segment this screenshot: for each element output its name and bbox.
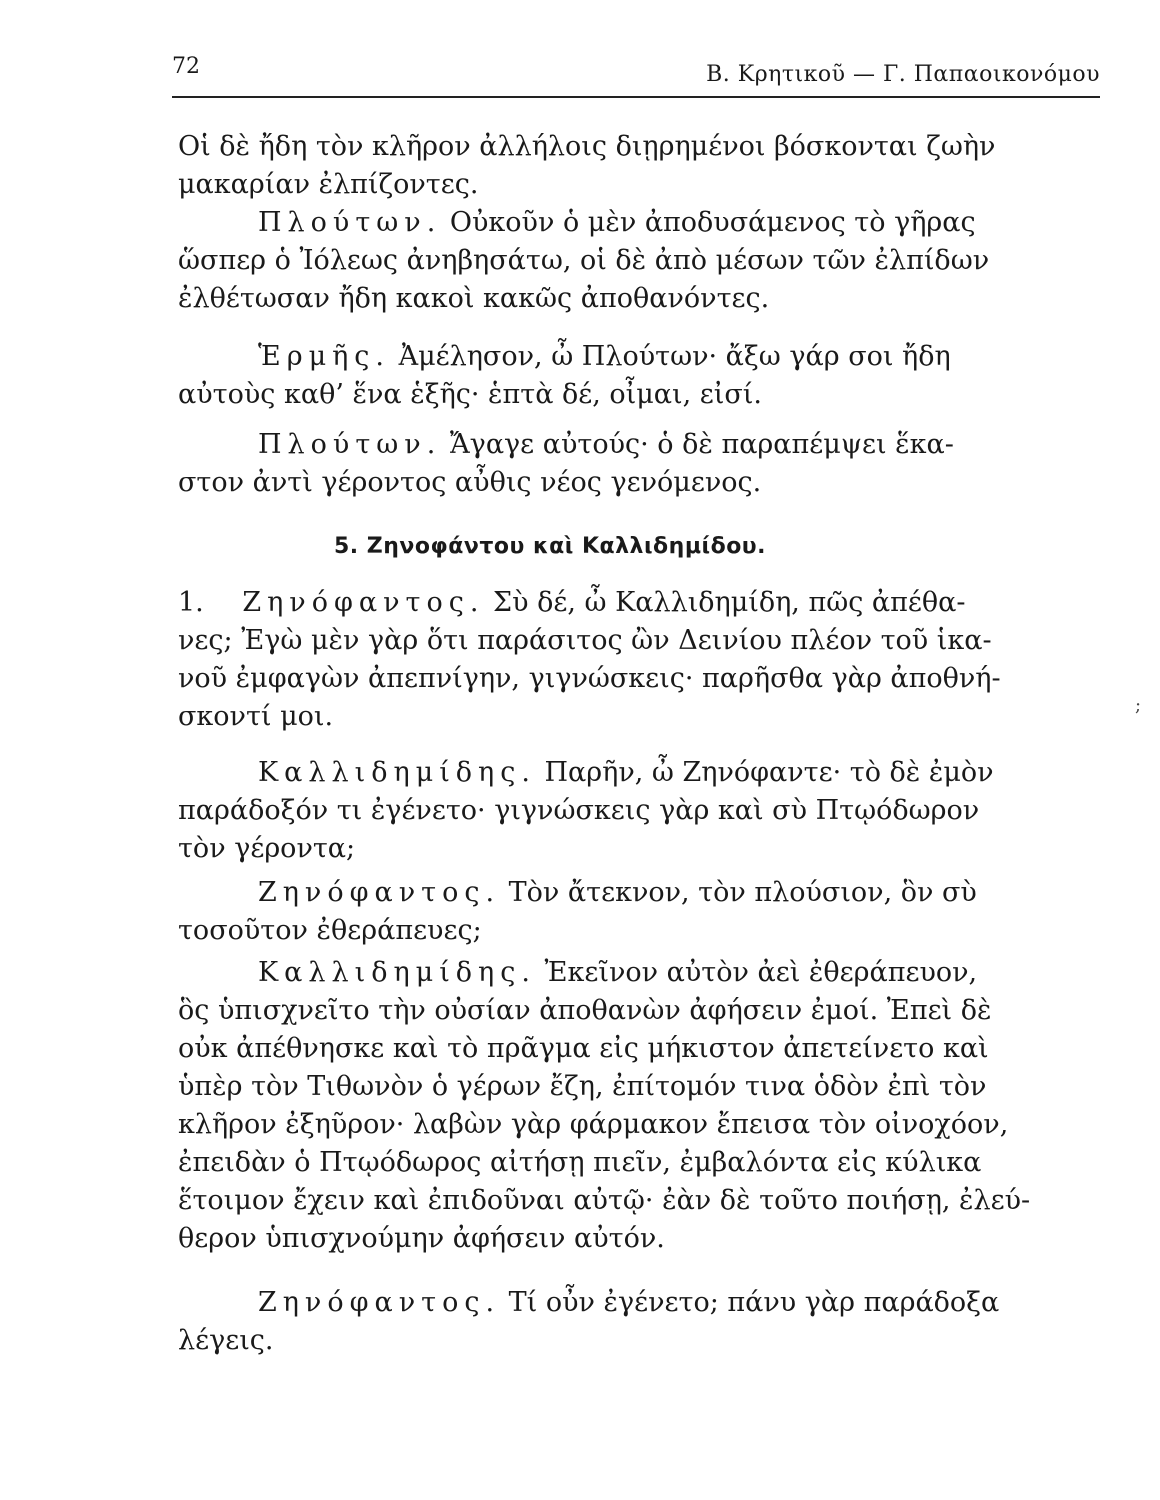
running-title: Β. Κρητικοῦ — Γ. Παπαοικονόμου bbox=[706, 62, 1100, 87]
speaker-name: Ἑρμῆς. bbox=[258, 341, 391, 372]
margin-mark: ; bbox=[1135, 695, 1142, 716]
line: αὐτοὺς καθ’ ἕνα ἑξῆς· ἑπτὰ δέ, οἶμαι, εἰσί. bbox=[178, 379, 762, 410]
line: ὑπὲρ τὸν Τιθωνὸν ὁ γέρων ἔζη, ἐπίτομόν τινα ὁδὸν ἐπὶ τὸν bbox=[178, 1071, 987, 1102]
line: τοσοῦτον ἐθεράπευες; bbox=[178, 915, 482, 946]
dialogue-3 bbox=[178, 874, 977, 950]
line: Ἄγαγε αὐτούς· ὁ δὲ παραπέμψει ἕκα- bbox=[441, 429, 954, 460]
line: σκοντί μοι. bbox=[178, 701, 334, 732]
line: παράδοξόν τι ἐγένετο· γιγνώσκεις γὰρ καὶ σὺ Πτῳόδωρον bbox=[178, 795, 980, 826]
dialogue-4 bbox=[178, 954, 1030, 1258]
paragraph-1 bbox=[178, 128, 995, 204]
paragraph-4 bbox=[178, 426, 954, 502]
line: οὐκ ἀπέθνησκε καὶ τὸ πρᾶγμα εἰς μήκιστον ἀπετείνετο καὶ bbox=[178, 1033, 989, 1064]
line: ἕτοιμον ἔχειν καὶ ἐπιδοῦναι αὐτῷ· ἐὰν δὲ τοῦτο ποιήσῃ, ἐλεύ- bbox=[178, 1185, 1031, 1216]
speaker-name: Καλλιδημίδης. bbox=[258, 957, 536, 988]
header-rule bbox=[172, 96, 1100, 98]
speaker-name: Ζηνόφαντος. bbox=[258, 1287, 501, 1318]
line: νοῦ ἐμφαγὼν ἀπεπνίγην, γιγνώσκεις· παρῆσθα γὰρ ἀποθνή- bbox=[178, 663, 1001, 694]
line: κλῆρον ἐξηῦρον· λαβὼν γὰρ φάρμακον ἔπεισα τὸν οἰνοχόον, bbox=[178, 1109, 1009, 1140]
line: νες; Ἐγὼ μὲν γὰρ ὅτι παράσιτος ὢν Δεινίου πλέον τοῦ ἱκα- bbox=[178, 625, 992, 656]
line: Ἀμέλησον, ὦ Πλούτων· ἄξω γάρ σοι ἤδη bbox=[390, 341, 951, 372]
line: Τί οὖν ἐγένετο; πάνυ γὰρ παράδοξα bbox=[500, 1287, 1000, 1318]
line: τὸν γέροντα; bbox=[178, 833, 356, 864]
line: στον ἀντὶ γέροντος αὖθις νέος γενόμενος. bbox=[178, 467, 762, 498]
dialogue-1 bbox=[178, 584, 1001, 736]
speaker-name: Πλούτων. bbox=[258, 207, 442, 238]
paragraph-2 bbox=[178, 204, 989, 318]
speaker-name: Καλλιδημίδης. bbox=[258, 757, 536, 788]
line: Ἐκεῖνον αὐτὸν ἀεὶ ἐθεράπευον, bbox=[535, 957, 978, 988]
line: ὥσπερ ὁ Ἰόλεως ἀνηβησάτω, οἱ δὲ ἀπὸ μέσων τῶν ἐλπίδων bbox=[178, 245, 990, 276]
line: Οὐκοῦν ὁ μὲν ἀποδυσάμενος τὸ γῆρας bbox=[441, 207, 976, 238]
section-number: 5. bbox=[333, 534, 359, 559]
page-header bbox=[172, 54, 1100, 94]
speaker-name: Πλούτων. bbox=[258, 429, 442, 460]
speaker-name: Ζηνόφαντος. bbox=[258, 877, 501, 908]
section-heading bbox=[0, 532, 1100, 562]
line: λέγεις. bbox=[178, 1325, 274, 1356]
line: ὃς ὑπισχνεῖτο τὴν οὐσίαν ἀποθανὼν ἀφήσειν ἐμοί. Ἐπεὶ δὲ bbox=[178, 995, 992, 1026]
dialogue-5 bbox=[178, 1284, 999, 1360]
line: θερον ὑπισχνούμην ἀφήσειν αὐτόν. bbox=[178, 1223, 665, 1254]
line: Σὺ δέ, ὦ Καλλιδημίδη, πῶς ἀπέθα- bbox=[484, 587, 966, 618]
dialogue-2 bbox=[178, 754, 994, 868]
dialogue-number: 1. bbox=[178, 587, 213, 618]
paragraph-3 bbox=[178, 338, 951, 414]
speaker-name: Ζηνόφαντος. bbox=[242, 587, 485, 618]
line: ἐπειδὰν ὁ Πτῳόδωρος αἰτήσῃ πιεῖν, ἐμβαλόντα εἰς κύλικα bbox=[178, 1147, 982, 1178]
section-title: Ζηνοφάντου καὶ Καλλιδημίδου. bbox=[366, 534, 767, 559]
line: Τὸν ἄτεκνον, τὸν πλούσιον, ὃν σὺ bbox=[500, 877, 977, 908]
line: Οἱ δὲ ἤδη τὸν κλῆρον ἀλλήλοις διῃρημένοι βόσκονται ζωὴν bbox=[178, 131, 996, 162]
line: Παρῆν, ὦ Ζηνόφαντε· τὸ δὲ ἐμὸν bbox=[535, 757, 994, 788]
page-number: 72 bbox=[172, 54, 200, 79]
line: ἐλθέτωσαν ἤδη κακοὶ κακῶς ἀποθανόντες. bbox=[178, 283, 770, 314]
line: μακαρίαν ἐλπίζοντες. bbox=[178, 169, 479, 200]
